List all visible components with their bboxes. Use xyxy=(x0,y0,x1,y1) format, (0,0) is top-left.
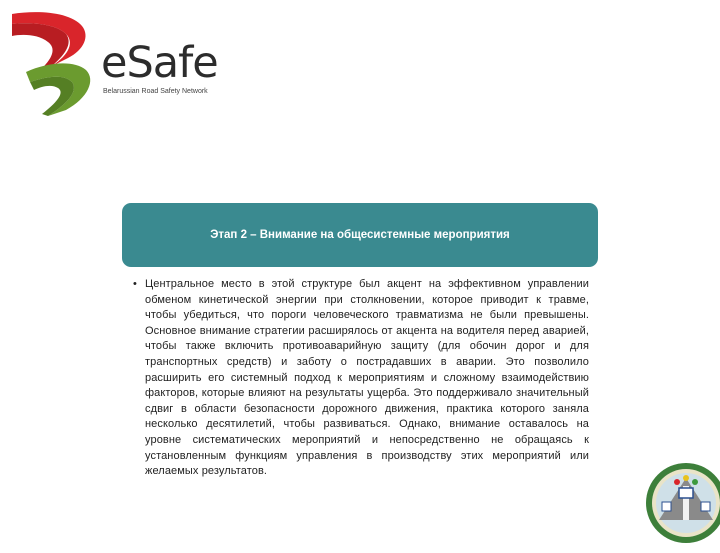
bullet-text: Центральное место в этой структуре был акцент на эффективном управлении обменом кинетической энергии при столкновении, которое приводит к травме, чтобы убедиться, что пороги человеческого травматизма не были превышены. Основное внимание стратегии расширялось от акцента на водителя перед аварией, чтобы также включить противоаварийную защиту (для обочин дорог и для транспортных средств) и заботу о пострадавших в аварии. Это позволило расширить его системный подход к мероприятиям и сложному взаимодействию факторов, которые влияют на результаты ущерба. Это поддерживало значительный сдвиг в области безопасности дорожного движения, практика которого заняла несколько десятилетий, чтобы развиваться. Однако, внимание оставалось на уровне систематических мероприятий и непосредственно не обращаясь к установленным функциям управления в производству этих мероприятий или желаемых результатов. xyxy=(145,278,589,478)
content-body xyxy=(133,277,589,480)
bullet-marker: • xyxy=(133,278,137,290)
logo-tagline: Belarussian Road Safety Network xyxy=(103,88,208,95)
logo-brand-name: eSafe xyxy=(101,38,218,88)
road-safety-emblem xyxy=(645,458,720,548)
section-title: Этап 2 – Внимание на общесистемные мероприятия xyxy=(210,229,510,241)
esafe-logo xyxy=(8,6,218,116)
section-header xyxy=(122,203,598,267)
bullet-item xyxy=(133,277,589,480)
road-safety-emblem-icon xyxy=(645,458,720,548)
